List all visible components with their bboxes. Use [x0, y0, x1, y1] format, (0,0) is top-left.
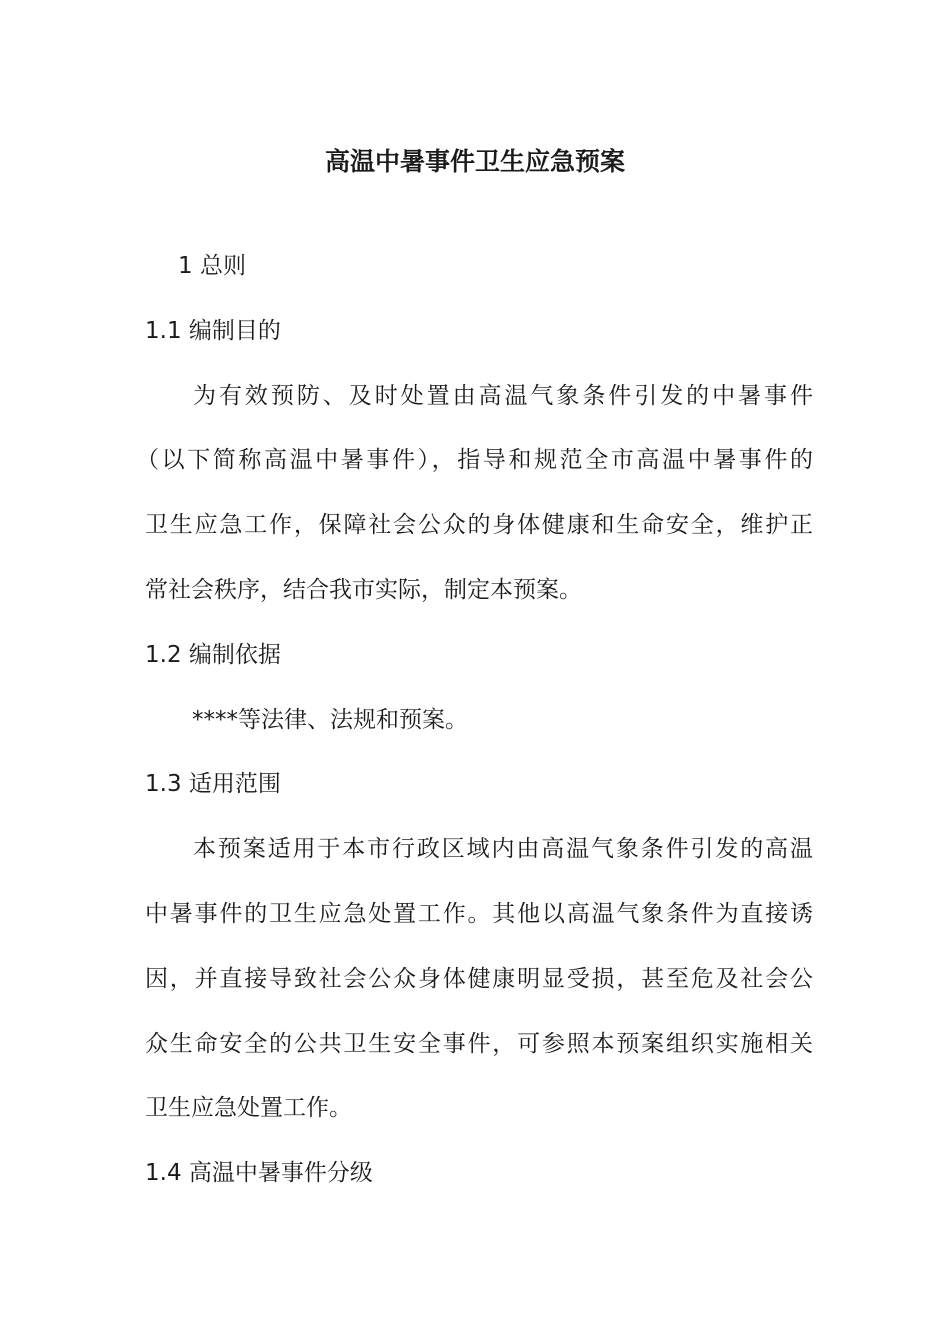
- paragraph-scope-line-3: 因，并直接导致社会公众身体健康明显受损，甚至危及社会公: [145, 965, 813, 992]
- paragraph-purpose-line-1: 为有效预防、及时处置由高温气象条件引发的中暑事件: [193, 382, 813, 409]
- section-heading-basis: 1.2 编制依据: [145, 641, 281, 668]
- document-title: 高温中暑事件卫生应急预案: [324, 147, 625, 176]
- section-heading-classification: 1.4 高温中暑事件分级: [145, 1160, 373, 1187]
- paragraph-scope-line-4: 众生命安全的公共卫生安全事件，可参照本预案组织实施相关: [145, 1030, 813, 1057]
- paragraph-purpose-line-2: （以下简称高温中暑事件），指导和规范全市高温中暑事件的: [136, 447, 813, 474]
- document-body: [136, 234, 813, 1206]
- section-heading-scope: 1.3 适用范围: [145, 771, 281, 798]
- paragraph-basis-line-1: ****等法律、法规和预案。: [192, 706, 468, 733]
- paragraph-purpose-line-3: 卫生应急工作，保障社会公众的身体健康和生命安全，维护正: [145, 512, 813, 539]
- section-heading-purpose: 1.1 编制目的: [145, 317, 281, 344]
- heading-general: 1 总则: [178, 253, 246, 279]
- paragraph-scope-line-2: 中暑事件的卫生应急处置工作。其他以高温气象条件为直接诱: [145, 900, 813, 927]
- paragraph-scope-line-5: 卫生应急处置工作。: [145, 1095, 352, 1122]
- paragraph-purpose-line-4: 常社会秩序，结合我市实际，制定本预案。: [145, 576, 582, 603]
- paragraph-scope-line-1: 本预案适用于本市行政区域内由高温气象条件引发的高温: [193, 836, 813, 863]
